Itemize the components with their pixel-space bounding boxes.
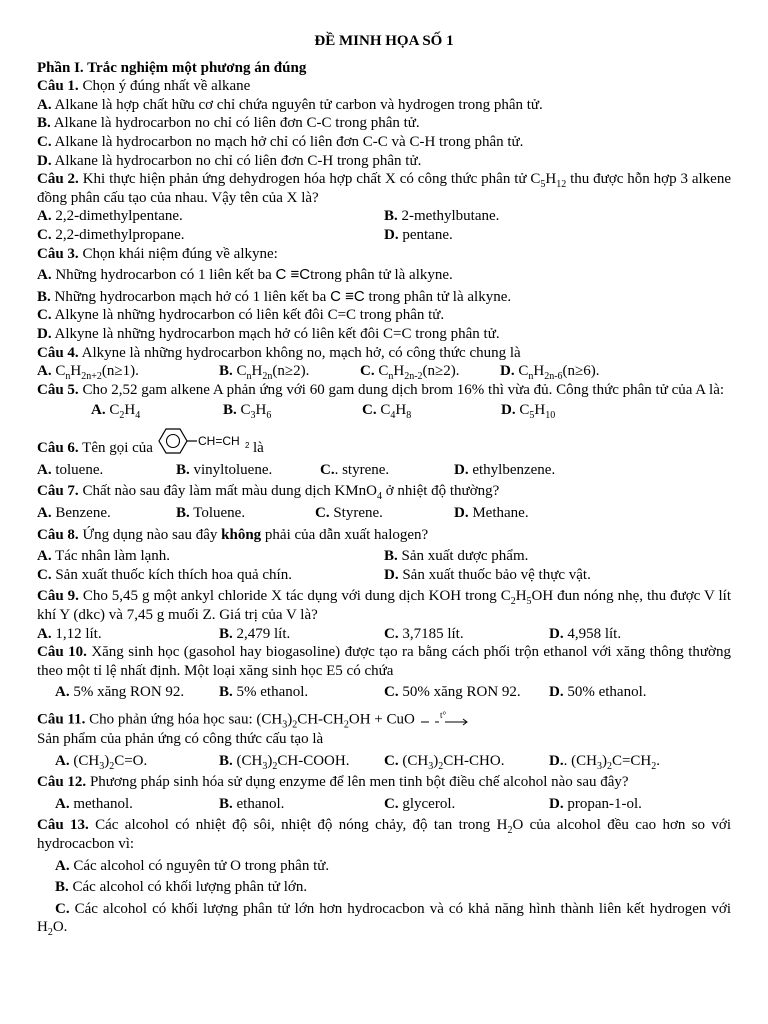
question-8: Câu 8. Ứng dụng nào sau đây không phải của dẫn xuất halogen? A. Tác nhân làm lạnh. B. Sản xuất dược phẩm. C. Sản xuất thuốc kích thích hoa quả chín. D. Sản xuất thuốc bảo vệ thực vật. xyxy=(37,526,731,585)
styrene-structure-icon xyxy=(153,424,253,458)
q4-option-c: C. $C_nH_{2n-2}(n\ge 2)$. xyxy=(360,363,460,383)
q4-option-a: A. $C_nH_{2n+2}(n\ge 1)$. xyxy=(37,363,139,383)
q10-option-c: C. 50% xăng RON 92. xyxy=(384,684,521,701)
q12-option-b: B. ethanol. xyxy=(219,795,285,812)
svg-text:2: 2 xyxy=(244,440,250,450)
reaction-arrow-icon xyxy=(419,710,473,730)
q1-option-b: B. Alkane là hydrocarbon no chỉ có liên đơn C-C trong phân tử. xyxy=(37,115,420,132)
q13-option-a: A. Các alcohol có nguyên tử O trong phân tử. xyxy=(55,857,330,874)
question-7: Câu 7. Chất nào sau đây làm mất màu dung dịch KMnO$_4$ ở nhiệt độ thường? A. Benzene. B. Toluene. C. Styrene. D. Methane. xyxy=(37,483,529,522)
q5-option-b: B. $C_3H_6$ xyxy=(223,402,272,422)
question-12: Câu 12. Phương pháp sinh hóa sử dụng enzyme để lên men tinh bột điều chế alcohol nào sau đây? A. methanol. B. ethanol. C. glycerol. D. propan-1-ol. xyxy=(37,774,642,812)
exam-title: ĐỀ MINH HỌA SỐ 1 xyxy=(314,33,454,49)
q12-option-c: C. glycerol. xyxy=(384,795,456,812)
q9-option-a: A. 1,12 lít. xyxy=(37,625,102,642)
question-9: Câu 9. Cho 5,45 g một ankyl chloride X tác dụng với dung dịch KOH trong $C_2H_5OH$ đun nóng nhẹ, thu được V lít khí Y (dkc) và 7,45 g muối Z. Giá trị của V là? A. 1,12 lít. B. 2,479 lít. C. 3,7185 lít. D. 4,958 lít. xyxy=(37,588,731,642)
q3-option-c: C. Alkyne là những hydrocarbon có liên kết đôi C=C trong phân tử. xyxy=(37,307,445,324)
q8-option-c: C. Sản xuất thuốc kích thích hoa quả chín. xyxy=(37,566,292,583)
q10-option-a: A. 5% xăng RON 92. xyxy=(55,684,185,701)
q6-option-b: B. vinyltoluene. xyxy=(176,461,273,478)
q1-option-d: D. Alkane là hydrocarbon no chỉ có liên đơn C-H trong phân tử. xyxy=(37,152,422,169)
q11-option-b: B. $(CH_3)_2CH$-COOH. xyxy=(219,752,350,772)
q2-option-d: D. pentane. xyxy=(384,226,453,243)
q13-option-b: B. Các alcohol có khối lượng phân tử lớn. xyxy=(55,879,308,896)
q1-option-c: C. Alkane là hydrocarbon no mạch hở chỉ có liên đơn C-C và C-H trong phân tử. xyxy=(37,133,524,150)
question-3: Câu 3. Chọn khái niệm đúng về alkyne: A. Những hydrocarbon có 1 liên kết ba C ≡Ctrong phân tử là alkyne. B. Những hydrocarbon mạch hở có 1 liên kết ba C ≡C trong phân tử là alkyne. C. Alkyne là những hydrocarbon có liên kết đôi C=C trong phân tử. D. Alkyne là những hydrocarbon mạch hở có liên kết đôi C=C trong phân tử. xyxy=(37,245,731,344)
question-4: Câu 4. Alkyne là những hydrocarbon không no, mạch hở, có công thức chung là A. $C_nH_{2n+2}(n\ge 1)$. B. $C_nH_{2n}(n\ge 2)$. C. $C_nH_{2n-2}(n\ge 2)$. D. $C_nH_{2n-6}(n\ge 6)$. xyxy=(37,344,600,383)
q9-option-d: D. 4,958 lít. xyxy=(549,625,622,642)
q8-option-d: D. Sản xuất thuốc bảo vệ thực vật. xyxy=(384,566,591,583)
q6-option-d: D. ethylbenzene. xyxy=(454,461,556,478)
svg-text:CH=CH: CH=CH xyxy=(197,433,240,448)
question-1: Câu 1. Chọn ý đúng nhất về alkane A. Alkane là hợp chất hữu cơ chỉ chứa nguyên tử carbon và hydrogen trong phân tử. B. Alkane là hydrocarbon no chỉ có liên đơn C-C trong phân tử. C. Alkane là hydrocarbon no mạch hở chỉ có liên đơn C-C và C-H trong phân tử. D. Alkane là hydrocarbon no chỉ có liên đơn C-H trong phân tử. xyxy=(37,77,731,170)
q4-option-b: B. $C_nH_{2n}(n\ge 2)$. xyxy=(219,363,310,383)
q3-option-b: B. Những hydrocarbon mạch hở có 1 liên kết ba C ≡C trong phân tử là alkyne. xyxy=(37,287,512,305)
q7-option-d: D. Methane. xyxy=(454,505,529,522)
q6-option-a: A. toluene. xyxy=(37,461,104,478)
q12-option-d: D. propan-1-ol. xyxy=(549,795,642,812)
q5-option-c: C. $C_4H_8$ xyxy=(362,402,412,422)
q2-option-b: B. 2-methylbutane. xyxy=(384,208,500,225)
q3-option-a: A. Những hydrocarbon có 1 liên kết ba C ≡Ctrong phân tử là alkyne. xyxy=(37,266,453,284)
question-13: Câu 13. Các alcohol có nhiệt độ sôi, nhiệt độ nóng chảy, độ tan trong $H_2O$ của alcohol đều cao hơn so với hydrocacbon vì: A. Các alcohol có nguyên tử O trong phân tử. B. Các alcohol có khối lượng phân tử lớn. C. Các alcohol có khối lượng phân tử lớn hơn hydrocacbon và có khả năng hình thành liên kết hydrogen với $H_2O$. xyxy=(37,817,732,939)
q7-option-b: B. Toluene. xyxy=(176,505,246,522)
svg-text:t°: t° xyxy=(439,710,446,720)
question-2: Câu 2. Khi thực hiện phản ứng dehydrogen hóa hợp chất X có công thức phân tử $C_5H_{12}$ thu được hỗn hợp 3 alkene đồng phân cấu tạo của nhau. Vậy tên của X là? A. 2,2-dimethylpentane. B. 2-methylbutane. C. 2,2-dimethylpropane. D. pentane. xyxy=(37,171,731,243)
q5-option-a: A. $C_2H_4$ xyxy=(91,402,141,422)
q7-option-c: C. Styrene. xyxy=(315,505,383,522)
question-10: Câu 10. Xăng sinh học (gasohol hay biogasoline) được tạo ra bằng cách phối trộn ethanol với xăng thông thường theo một tỉ lệ nhất định. Một loại xăng sinh học E5 có chứa A. 5% xăng RON 92. B. 5% ethanol. C. 50% xăng RON 92. D. 50% ethanol. xyxy=(37,644,731,701)
question-6: Câu 6. Tên gọi của CH=CH 2 là A. toluene. B. vinyltoluene. C.. styrene. D. ethylbenzene. xyxy=(37,424,731,480)
q12-option-a: A. methanol. xyxy=(55,795,133,812)
q11-option-a: A. $(CH_3)_2C=O$. xyxy=(55,752,148,772)
part-heading: Phần I. Trắc nghiệm một phương án đúng xyxy=(37,59,307,76)
question-11: Câu 11. Cho phản ứng hóa học sau: $(CH_3)_2CH-CH_2OH$ + CuO t° Sản phẩm của phản ứng có công thức cấu tạo là A. $(CH_3)_2C=O$. B. $(CH_3)_2CH$-COOH. C. $(CH_3)_2CH$-CHO. D.. $(CH_3)_2C=CH_2$. xyxy=(37,710,660,772)
q13-option-c: C. Các alcohol có khối lượng phân tử lớn hơn hydrocacbon và có khả năng hình thành liên kết hydrogen với $H_2O$. xyxy=(37,900,731,939)
q1-option-a: A. Alkane là hợp chất hữu cơ chỉ chứa nguyên tử carbon và hydrogen trong phân tử. xyxy=(37,96,543,113)
q6-option-c: C.. styrene. xyxy=(320,461,390,478)
q9-option-c: C. 3,7185 lít. xyxy=(384,625,464,642)
q8-option-b: B. Sản xuất dược phẩm. xyxy=(384,548,529,565)
q4-option-d: D. $C_nH_{2n-6}(n\ge 6)$. xyxy=(500,363,600,383)
exam-page xyxy=(37,32,731,937)
question-5: Câu 5. Cho 2,52 gam alkene A phản ứng với 60 gam dung dịch brom 16% thì vừa đủ. Công thức phân tử của A là: A. $C_2H_4$ B. $C_3H_6$ C. $C_4H_8$ D. $C_5H_{10}$ xyxy=(37,381,725,422)
q10-option-b: B. 5% ethanol. xyxy=(219,684,309,701)
q3-option-d: D. Alkyne là những hydrocarbon mạch hở có liên kết đôi C=C trong phân tử. xyxy=(37,325,500,342)
q11-option-d: D.. $(CH_3)_2C=CH_2$. xyxy=(549,752,660,772)
q5-option-d: D. $C_5H_{10}$ xyxy=(501,402,556,422)
q2-option-a: A. 2,2-dimethylpentane. xyxy=(37,208,183,225)
q11-option-c: C. $(CH_3)_2CH$-CHO. xyxy=(384,752,505,772)
q7-option-a: A. Benzene. xyxy=(37,505,111,522)
q2-option-c: C. 2,2-dimethylpropane. xyxy=(37,226,185,243)
q8-option-a: A. Tác nhân làm lạnh. xyxy=(37,548,171,565)
q10-option-d: D. 50% ethanol. xyxy=(549,684,647,701)
q9-option-b: B. 2,479 lít. xyxy=(219,625,291,642)
